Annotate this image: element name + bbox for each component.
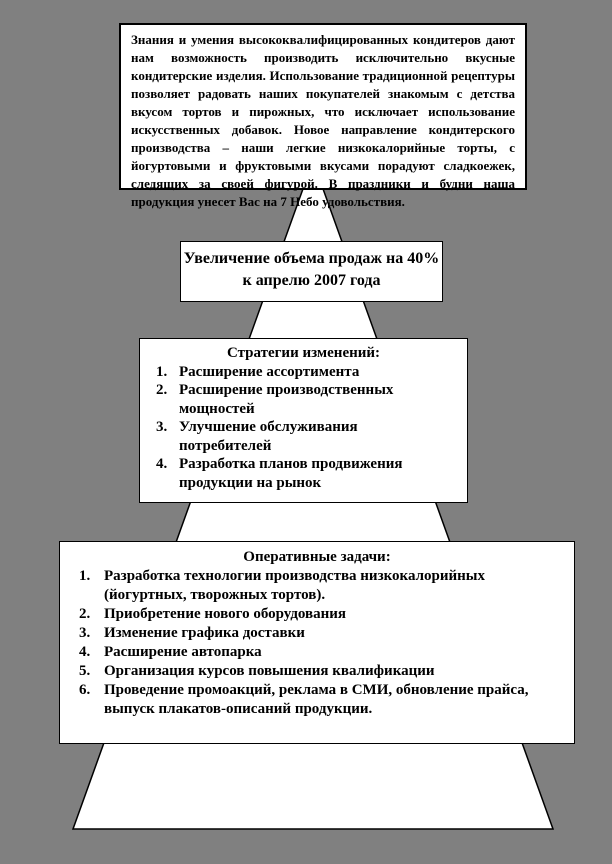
strategy-item-2: Расширение производственных мощностей: [179, 382, 394, 417]
mission-text: Знания и умения высококвалифицированных кондитеров дают нам возможность производить исключительно вкусные кондитерские изделия. Использование традиционной рецептуры позволяет радовать наших покупателей знакомым с детства вкусом тортов и пирожных, что исключает использование искусственных добавок. Новое направление кондитерского производства – наши легкие низкокалорийные торты, с йогуртовыми и фруктовыми вкусами порадуют сладкоежек, следящих за своей фигурой. В праздники и будни наша продукция унесет Вас на 7 Небо удовольствия.: [131, 32, 515, 209]
goal-box: [180, 241, 443, 302]
tasks-box: [59, 541, 575, 744]
tasks-item-5: Организация курсов повышения квалификации: [104, 663, 435, 679]
mission-box: [119, 23, 527, 209]
tasks-item-1: Разработка технологии производства низкокалорийных (йогуртных, творожных тортов).: [104, 568, 485, 603]
goal-line-1: Увеличение объема продаж на 40%: [183, 250, 440, 267]
goal-line-2: к апрелю 2007 года: [242, 272, 381, 289]
strategy-title: Стратегии изменений:: [226, 345, 381, 361]
tasks-item-3: Изменение графика доставки: [104, 625, 305, 641]
strategy-list: [140, 363, 467, 493]
strategy-item-4: Разработка планов продвижения продукции на рынок: [179, 456, 403, 491]
tasks-item-4: Расширение автопарка: [104, 644, 262, 660]
strategy-item-3: Улучшение обслуживания потребителей: [179, 419, 358, 454]
tasks-list: [60, 567, 574, 719]
tasks-title: Оперативные задачи:: [243, 549, 391, 565]
strategy-box: [139, 338, 468, 503]
tasks-item-6: Проведение промоакций, реклама в СМИ, обновление прайса, выпуск плакатов-описаний продукции.: [104, 682, 529, 717]
strategy-item-1: Расширение ассортимента: [179, 363, 360, 380]
tasks-item-2: Приобретение нового оборудования: [104, 606, 347, 622]
